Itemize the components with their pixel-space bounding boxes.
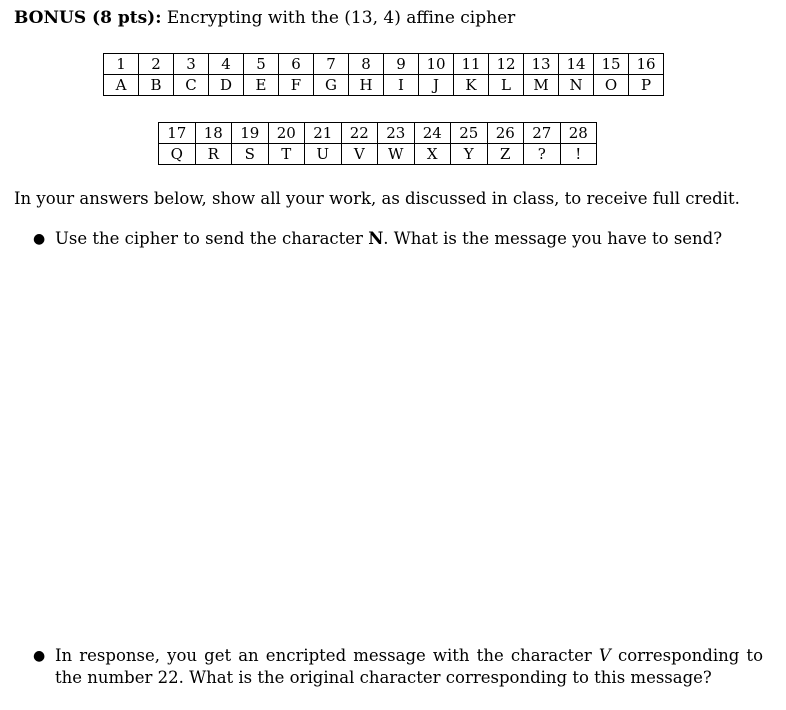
question-2-emph: V (598, 646, 611, 665)
cipher-letter-cell: W (378, 144, 415, 165)
cipher-number-cell: 8 (349, 54, 384, 75)
cipher-number-cell: 17 (159, 123, 196, 144)
cipher-number-cell: 18 (195, 123, 232, 144)
cipher-letter-cell: H (349, 75, 384, 96)
cipher-letter-cell: Y (451, 144, 488, 165)
cipher-number-cell: 27 (524, 123, 561, 144)
cipher-number-cell: 20 (268, 123, 305, 144)
cipher-letter-cell: F (279, 75, 314, 96)
cipher-letter-cell: S (232, 144, 269, 165)
cipher-letter-cell: E (244, 75, 279, 96)
problem-heading (14, 8, 515, 28)
cipher-letter-cell: ? (524, 144, 561, 165)
cipher-number-cell: 9 (384, 54, 419, 75)
cipher-number-cell: 4 (209, 54, 244, 75)
bullet-icon: ● (33, 231, 46, 247)
cipher-number-cell: 14 (559, 54, 594, 75)
cipher-number-cell: 1 (104, 54, 139, 75)
question-1-emph: N (368, 229, 384, 248)
cipher-letter-cell: L (489, 75, 524, 96)
cipher-letter-cell: A (104, 75, 139, 96)
cipher-letter-cell: D (209, 75, 244, 96)
cipher-letter-cell: R (195, 144, 232, 165)
heading-bonus-label: BONUS (8 pts): (14, 8, 162, 28)
cipher-number-cell: 25 (451, 123, 488, 144)
cipher-letter-cell: K (454, 75, 489, 96)
cipher-letter-cell: I (384, 75, 419, 96)
cipher-number-cell: 19 (232, 123, 269, 144)
cipher-number-cell: 23 (378, 123, 415, 144)
cipher-letter-cell: Q (159, 144, 196, 165)
cipher-number-cell: 2 (139, 54, 174, 75)
cipher-letter-cell: M (524, 75, 559, 96)
cipher-letter-cell: U (305, 144, 342, 165)
bullet-icon: ● (33, 648, 46, 664)
cipher-table-1-letters-row (104, 75, 664, 96)
cipher-letter-cell: B (139, 75, 174, 96)
cipher-number-cell: 16 (629, 54, 664, 75)
cipher-letter-cell: V (341, 144, 378, 165)
cipher-letter-cell: Z (487, 144, 524, 165)
cipher-letter-cell: N (559, 75, 594, 96)
cipher-number-cell: 22 (341, 123, 378, 144)
cipher-number-cell: 26 (487, 123, 524, 144)
cipher-number-cell: 6 (279, 54, 314, 75)
question-1-text: Use the cipher to send the character N. What is the message you have to send? (55, 229, 723, 248)
cipher-number-cell: 5 (244, 54, 279, 75)
heading-title: Encrypting with the (13, 4) affine cipher (166, 8, 516, 28)
cipher-number-cell: 10 (419, 54, 454, 75)
cipher-letter-cell: ! (560, 144, 597, 165)
instructions-text: In your answers below, show all your work, as discussed in class, to receive full credit. (14, 189, 740, 208)
cipher-table-1 (103, 53, 664, 96)
cipher-number-cell: 3 (174, 54, 209, 75)
cipher-letter-cell: G (314, 75, 349, 96)
cipher-number-cell: 28 (560, 123, 597, 144)
cipher-number-cell: 24 (414, 123, 451, 144)
question-2 (33, 645, 763, 689)
cipher-number-cell: 11 (454, 54, 489, 75)
cipher-number-cell: 7 (314, 54, 349, 75)
cipher-letter-cell: P (629, 75, 664, 96)
question-1 (33, 228, 722, 250)
cipher-table-2 (158, 122, 597, 165)
cipher-table-1-numbers-row (104, 54, 664, 75)
cipher-letter-cell: J (419, 75, 454, 96)
cipher-letter-cell: C (174, 75, 209, 96)
cipher-number-cell: 12 (489, 54, 524, 75)
cipher-letter-cell: X (414, 144, 451, 165)
cipher-letter-cell: O (594, 75, 629, 96)
cipher-letter-cell: T (268, 144, 305, 165)
cipher-number-cell: 13 (524, 54, 559, 75)
cipher-number-cell: 21 (305, 123, 342, 144)
cipher-table-2-letters-row (159, 144, 597, 165)
cipher-table-2-numbers-row (159, 123, 597, 144)
cipher-number-cell: 15 (594, 54, 629, 75)
question-2-text: In response, you get an encripted message with the character V corresponding to the number 22. What is the original character corresponding to this message? (55, 646, 763, 687)
